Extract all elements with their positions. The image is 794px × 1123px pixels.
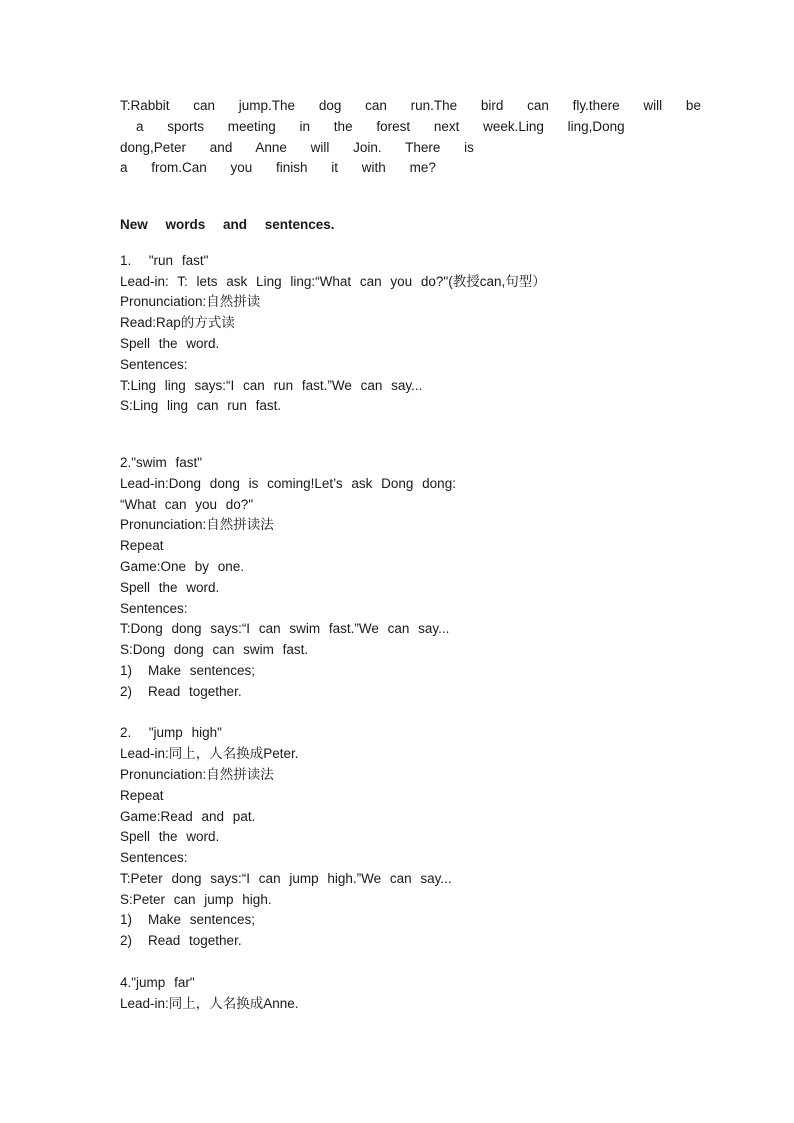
repeat-text: Repeat <box>120 538 164 554</box>
sentences-label: Sentences: <box>120 356 188 372</box>
lead-in-text: Lead-in:同上，人名换成Peter. <box>120 746 299 762</box>
game-text: Game:One by one. <box>120 558 245 574</box>
intro-line-1: T:Rabbit can jump.The dog can run.The bird can fly.there will be <box>120 98 701 113</box>
list-number: 2) <box>120 933 133 949</box>
lead-in-text: Lead-in:Dong dong is coming!Let’s ask Dong dong: <box>120 475 456 491</box>
spell-text: Spell the word. <box>120 579 220 595</box>
lead-in-text: Lead-in:同上，人名换成Anne. <box>120 995 299 1011</box>
list-text: Make sentences; <box>148 662 256 678</box>
student-line: S:Ling ling can run fast. <box>120 398 282 414</box>
section-title: 4."jump far" <box>120 974 195 990</box>
document-page <box>120 96 701 1014</box>
read-text: Read:Rap的方式读 <box>120 315 235 331</box>
repeat-text: Repeat <box>120 787 164 803</box>
list-item <box>120 910 680 931</box>
list-number: 2) <box>120 683 133 699</box>
section-run-fast <box>120 251 680 417</box>
list-text: Make sentences; <box>148 912 256 928</box>
intro-line-4: a from.Can you finish it with me? <box>120 160 436 176</box>
intro-paragraph <box>120 96 701 179</box>
pronunciation-text: Pronunciation:自然拼读法 <box>120 517 274 533</box>
student-line: S:Dong dong can swim fast. <box>120 642 309 658</box>
teacher-line: T:Dong dong says:“I can swim fast.”We can say... <box>120 621 450 637</box>
spell-text: Spell the word. <box>120 829 220 845</box>
section-jump-far <box>120 973 680 1015</box>
section-swim-fast <box>120 453 680 703</box>
sentences-label: Sentences: <box>120 600 188 616</box>
section-jump-high <box>120 723 680 952</box>
pronunciation-text: Pronunciation:自然拼读法 <box>120 766 274 782</box>
list-item <box>120 931 680 952</box>
spell-text: Spell the word. <box>120 335 220 351</box>
sentences-label: Sentences: <box>120 850 188 866</box>
game-text: Game:Read and pat. <box>120 808 256 824</box>
list-number: 1) <box>120 662 133 678</box>
intro-line-2: a sports meeting in the forest next week.Ling ling,Dong <box>136 118 625 134</box>
section-title: 1. "run fast" <box>120 252 209 268</box>
teacher-line: T:Peter dong says:“I can jump high.”We can say... <box>120 870 452 886</box>
lead-in-question: “What can you do?" <box>120 496 254 512</box>
list-item <box>120 682 680 703</box>
list-text: Read together. <box>148 933 242 949</box>
list-number: 1) <box>120 912 133 928</box>
section-heading: New words and sentences. <box>120 216 335 232</box>
list-text: Read together. <box>148 683 242 699</box>
intro-line-3: dong,Peter and Anne will Join. There is <box>120 139 474 155</box>
lead-in-text: Lead-in: T: lets ask Ling ling:“What can you do?"(教授can,句型） <box>120 273 546 289</box>
pronunciation-text: Pronunciation:自然拼读 <box>120 294 261 310</box>
teacher-line: T:Ling ling says:“I can run fast.”We can say... <box>120 377 423 393</box>
list-item <box>120 661 680 682</box>
section-title: 2."swim fast" <box>120 454 203 470</box>
section-title: 2. "jump high" <box>120 725 222 741</box>
student-line: S:Peter can jump high. <box>120 891 272 907</box>
